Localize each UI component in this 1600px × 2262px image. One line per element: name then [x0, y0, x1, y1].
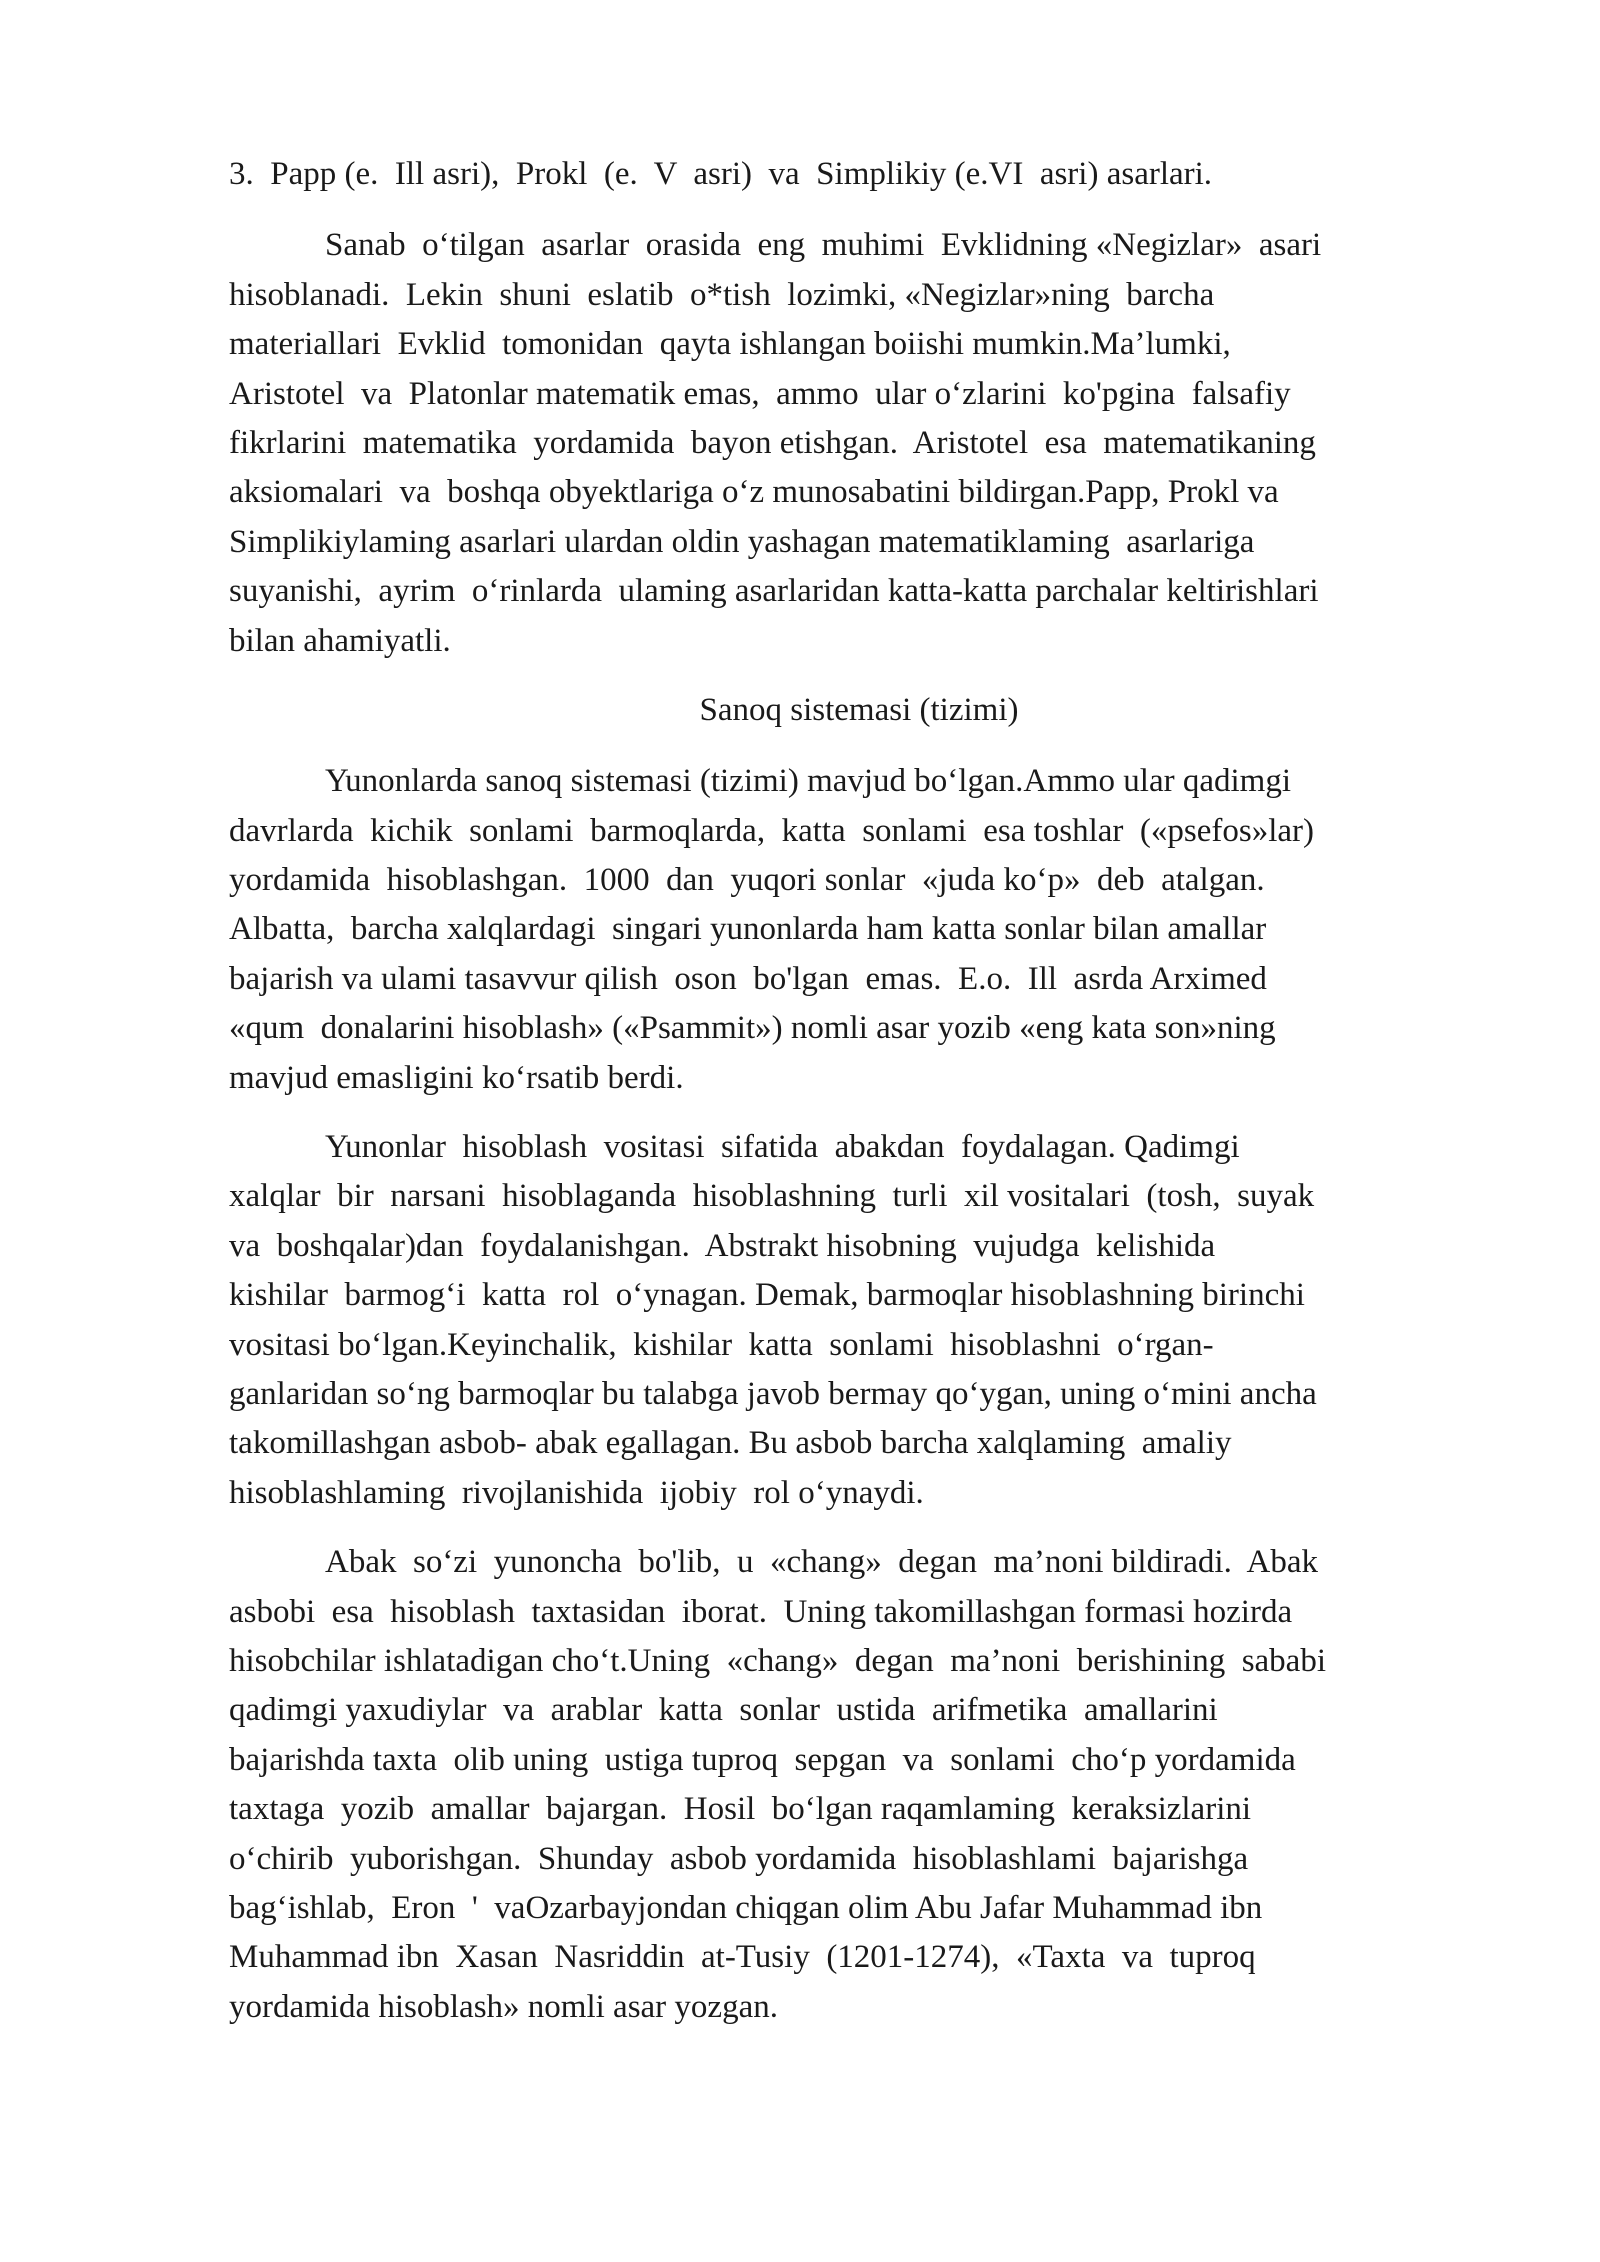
paragraph-line: Albatta, barcha xalqlardagi singari yunonlarda ham katta sonlar bilan amallar — [229, 911, 1267, 948]
paragraph-line: ganlaridan so‘ng barmoqlar bu talabga javob bermay qo‘ygan, uning o‘mini ancha — [229, 1376, 1317, 1412]
paragraph-line: yordamida hisoblash» nomli asar yozgan. — [229, 1988, 778, 2025]
paragraph-line: Yunonlar hisoblash vositasi sifatida abakdan foydalagan. Qadimgi — [325, 1129, 1240, 1166]
paragraph-line: Simplikiylaming asarlari ulardan oldin yashagan matematiklaming asarlariga — [229, 523, 1255, 560]
paragraph-line: Muhammad ibn Xasan Nasriddin at-Tusiy (1201-1274), «Taxta va tuproq — [229, 1939, 1256, 1976]
paragraph-number-system — [229, 757, 1489, 1103]
paragraph-line: hisobchilar ishlatadigan cho‘t.Uning «chang» degan ma’noni berishining sababi — [229, 1642, 1326, 1679]
paragraph-line: taxtaga yozib amallar bajargan. Hosil bo‘lgan raqamlaming keraksizlarini — [229, 1791, 1252, 1828]
paragraph-line: vositasi bo‘lgan.Keyinchalik, kishilar katta sonlami hisoblashni o‘rgan- — [229, 1326, 1214, 1363]
paragraph-line: Aristotel va Platonlar matematik emas, ammo ular o‘zlarini ko'pgina falsafiy — [229, 375, 1291, 412]
paragraph-line: suyanishi, ayrim o‘rinlarda ulaming asarlaridan katta-katta parchalar keltirishlari — [229, 573, 1319, 610]
paragraph-line: Sanab o‘tilgan asarlar orasida eng muhimi Evklidning «Negizlar» asari — [325, 227, 1322, 264]
paragraph-line: bajarishda taxta olib uning ustiga tuproq sepgan va sonlami cho‘p yordamida — [229, 1741, 1296, 1778]
paragraph-sources — [229, 221, 1489, 666]
list-item-3: 3. Papp (e. Ill asri), Prokl (e. V asri) va Simplikiy (e.VI asri) asarlari. — [229, 156, 1213, 192]
paragraph-line: fikrlarini matematika yordamida bayon etishgan. Aristotel esa matematikaning — [229, 424, 1316, 461]
paragraph-line: hisoblanadi. Lekin shuni eslatib o*tish lozimki, «Negizlar»ning barcha — [229, 276, 1215, 313]
paragraph-line: asbobi esa hisoblash taxtasidan iborat. Uning takomillashgan formasi hozirda — [229, 1593, 1293, 1630]
paragraph-line: hisoblashlaming rivojlanishida ijobiy rol o‘ynaydi. — [229, 1474, 924, 1511]
paragraph-line: o‘chirib yuborishgan. Shunday asbob yordamida hisoblashlami bajarishga — [229, 1840, 1249, 1877]
paragraph-line: bilan ahamiyatli. — [229, 622, 451, 659]
paragraph-line: yordamida hisoblashgan. 1000 dan yuqori sonlar «juda ko‘p» deb atalgan. — [229, 862, 1265, 899]
paragraph-abacus-word — [229, 1538, 1489, 2032]
paragraph-line: Abak so‘zi yunoncha bo'lib, u «chang» degan ma’noni bildiradi. Abak — [325, 1544, 1318, 1581]
paragraph-abacus-tools — [229, 1123, 1489, 1518]
paragraph-line: «qum donalarini hisoblash» («Psammit») nomli asar yozib «eng kata son»ning — [229, 1010, 1276, 1047]
section-heading: Sanoq sistemasi (tizimi) — [699, 691, 1019, 728]
document-page — [229, 150, 1489, 2052]
paragraph-line: mavjud emasligini ko‘rsatib berdi. — [229, 1059, 684, 1096]
paragraph-line: davrlarda kichik sonlami barmoqlarda, katta sonlami esa toshlar («psefos»lar) — [229, 812, 1315, 849]
paragraph-line: qadimgi yaxudiylar va arablar katta sonlar ustida arifmetika amallarini — [229, 1692, 1218, 1729]
paragraph-line: xalqlar bir narsani hisoblaganda hisoblashning turli xil vositalari (tosh, suyak — [229, 1178, 1315, 1215]
paragraph-line: bajarish va ulami tasavvur qilish oson bo'lgan emas. E.o. Ill asrda Arximed — [229, 960, 1267, 997]
paragraph-line: materiallari Evklid tomonidan qayta ishlangan boiishi mumkin.Ma’lumki, — [229, 326, 1231, 363]
paragraph-line: va boshqalar)dan foydalanishgan. Abstrakt hisobning vujudga kelishida — [229, 1227, 1216, 1264]
paragraph-line: takomillashgan asbob- abak egallagan. Bu asbob barcha xalqlaming amaliy — [229, 1425, 1232, 1462]
paragraph-line: kishilar barmog‘i katta rol o‘ynagan. Demak, barmoqlar hisoblashning birinchi — [229, 1277, 1305, 1314]
paragraph-line: bag‘ishlab, Eron ' vaOzarbayjondan chiqgan olim Abu Jafar Muhammad ibn — [229, 1889, 1263, 1926]
paragraph-line: Yunonlarda sanoq sistemasi (tizimi) mavjud bo‘lgan.Ammo ular qadimgi — [325, 763, 1291, 800]
paragraph-line: aksiomalari va boshqa obyektlariga o‘z munosabatini bildirgan.Papp, Prokl va — [229, 474, 1279, 511]
